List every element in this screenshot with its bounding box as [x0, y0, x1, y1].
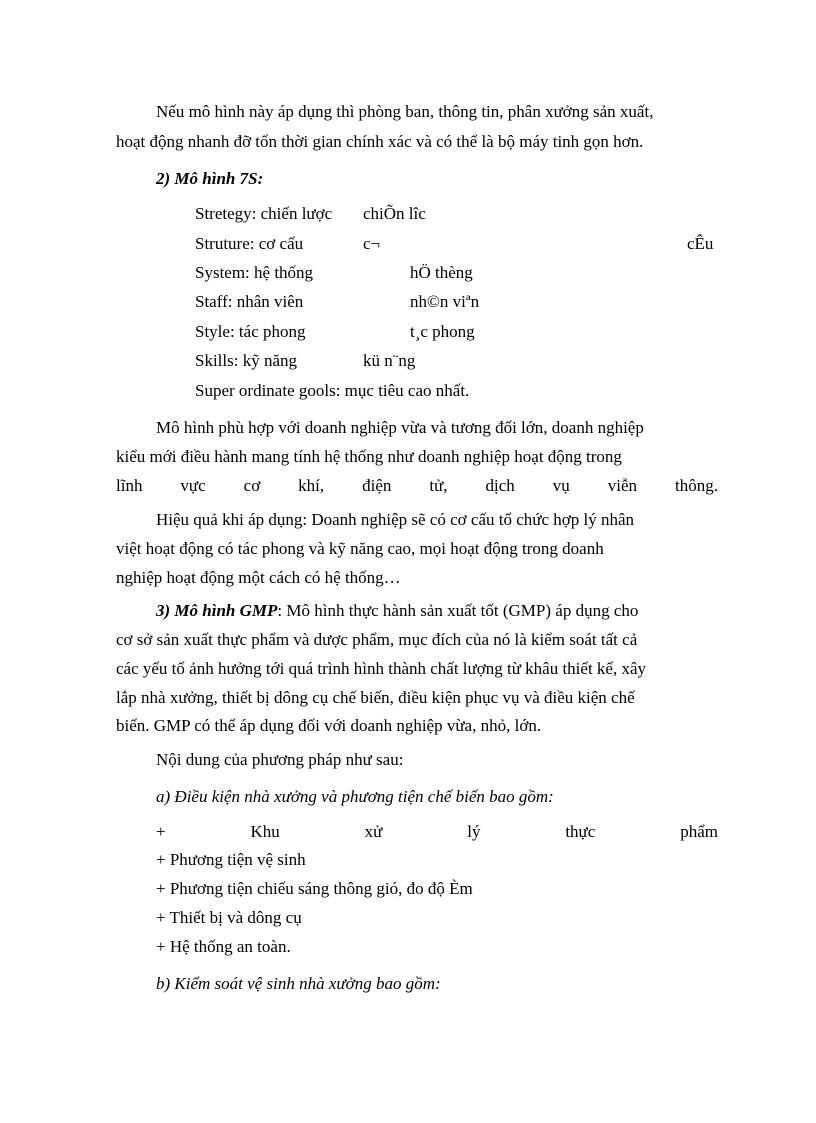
word: Khu [250, 822, 280, 841]
item-strategy-label: Stretegy: chiến lược [195, 204, 333, 223]
item-skills-label: Skills: kỹ năng [195, 351, 298, 370]
list-item: + Thiết bị và dông cụ [156, 908, 302, 927]
para1-line-2: kiểu mới điều hành mang tính hệ thống như doanh nghiệp hoạt động trong [116, 447, 622, 466]
list-a-first-item [156, 822, 718, 842]
word: thực [565, 822, 596, 841]
item-structure-label: Struture: cơ cấu [195, 234, 304, 253]
list-item: + Phương tiện vệ sinh [156, 850, 306, 869]
word: điện [362, 476, 392, 495]
para1-line-3 [116, 476, 718, 496]
item-super-ordinate: Super ordinate gools: mục tiêu cao nhất. [195, 381, 470, 400]
content-intro: Nội dung của phương pháp như sau: [156, 750, 404, 769]
word: xử [364, 822, 383, 841]
word: vụ [552, 476, 570, 495]
list-item: + Hệ thống an toàn. [156, 937, 291, 956]
section-3-line-2: cơ sở sản xuất thực phẩm và dược phẩm, mục đích của nó là kiểm soát tất cả [116, 630, 638, 649]
item-structure-garbled-2: cÊu [687, 234, 714, 253]
word: cơ [243, 476, 261, 495]
item-staff-label: Staff: nhân viên [195, 292, 304, 311]
item-system-label: System: hệ thống [195, 263, 314, 282]
section-3-heading: 3) Mô hình GMP [156, 601, 278, 620]
para1-line-1 [116, 418, 718, 438]
section-3-line-4: lắp nhà xưởng, thiết bị dông cụ chế biến, điều kiện phục vụ và điều kiện chế [116, 688, 635, 707]
para2-line-1: Hiệu quả khi áp dụng: Doanh nghiệp sẽ có cơ cấu tổ chức hợp lý nhân [156, 510, 635, 529]
item-strategy-garbled: chiÕn lîc [363, 204, 426, 223]
section-3-line-3: các yếu tố ảnh hưởng tới quá trình hình thành chất lượng từ khâu thiết kế, xây [116, 659, 647, 678]
word: phẩm [680, 822, 718, 841]
subheading-a: a) Điều kiện nhà xưởng và phương tiện chế biến bao gồm: [156, 787, 554, 806]
word: lĩnh [116, 476, 143, 495]
word: lý [467, 822, 481, 841]
text-line: Mô hình phù hợp với doanh nghiệp vừa và tương đối lớn, doanh nghiệp [156, 418, 644, 437]
item-skills-garbled: kü n¨ng [363, 351, 416, 370]
section-3-first-line [156, 601, 638, 621]
intro-line-2: hoạt động nhanh đỡ tốn thời gian chính xác và có thể là bộ máy tinh gọn hơn. [116, 132, 644, 151]
item-system-garbled: hÖ thèng [410, 263, 473, 282]
word: vực [180, 476, 206, 495]
section-3-line-5: biến. GMP có thể áp dụng đối với doanh nghiệp vừa, nhỏ, lớn. [116, 716, 542, 735]
para2-line-2: việt hoạt động có tác phong và kỹ năng cao, mọi hoạt động trong doanh [116, 539, 604, 558]
item-style-garbled: t¸c phong [410, 322, 475, 341]
word: khí, [298, 476, 325, 495]
item-style-label: Style: tác phong [195, 322, 306, 341]
text-line: Nếu mô hình này áp dụng thì phòng ban, thông tin, phân xưởng sản xuất, [156, 102, 654, 121]
para2-line-3: nghiệp hoạt động một cách có hệ thống… [116, 568, 401, 587]
word: dịch [485, 476, 515, 495]
section-2-heading: 2) Mô hình 7S: [156, 169, 264, 188]
subheading-b: b) Kiểm soát vệ sinh nhà xưởng bao gồm: [156, 974, 441, 993]
item-structure-garbled: c¬ [363, 234, 381, 253]
word: thông. [675, 476, 718, 495]
list-item: + Phương tiện chiếu sáng thông gió, đo độ Èm [156, 879, 473, 898]
word: + [156, 822, 166, 841]
word: viễn [607, 476, 638, 495]
text-line: : Mô hình thực hành sản xuất tốt (GMP) áp dụng cho [277, 601, 639, 620]
word: tử, [429, 476, 448, 495]
item-staff-garbled: nh©n viªn [410, 292, 480, 311]
intro-line-1 [116, 102, 718, 122]
